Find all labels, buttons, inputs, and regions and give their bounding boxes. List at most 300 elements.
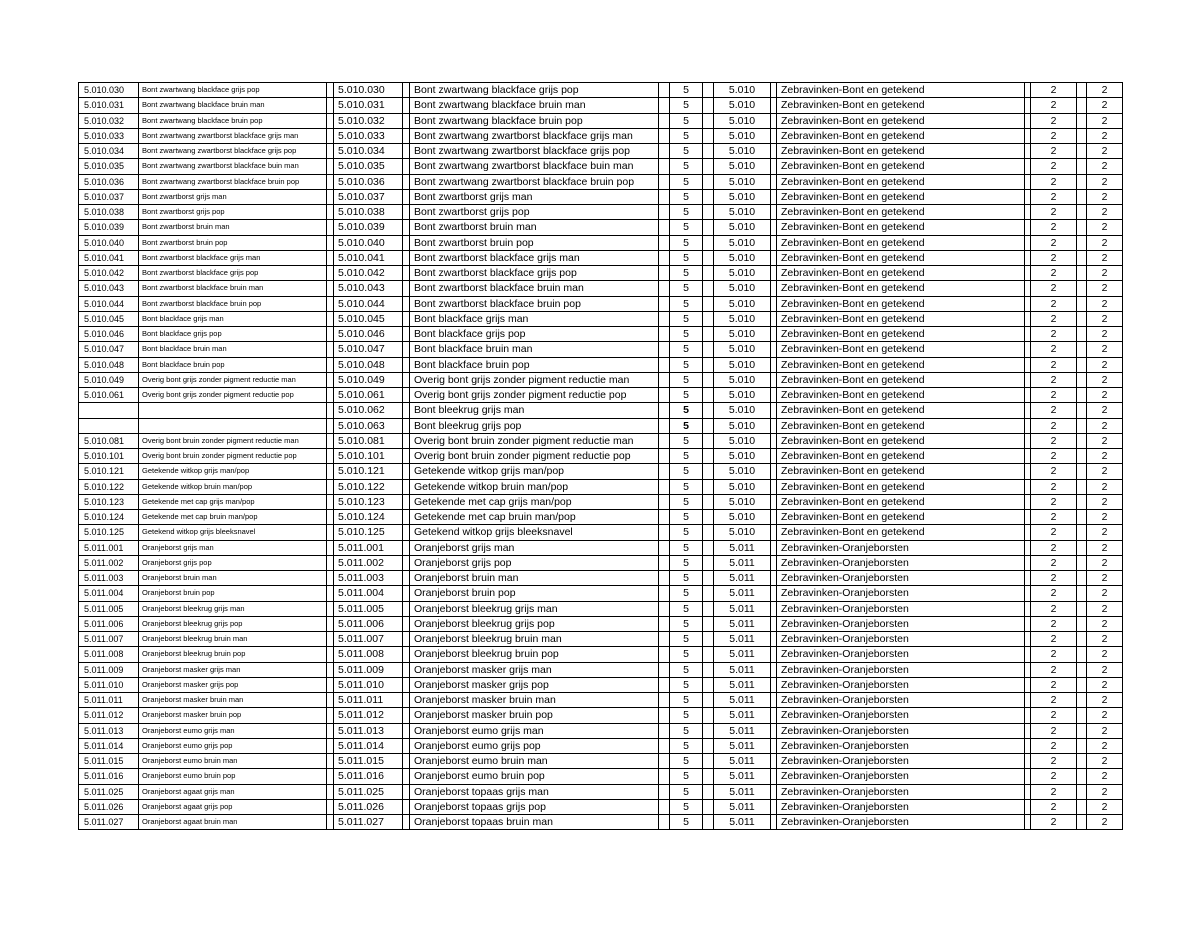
spacer-cell bbox=[327, 754, 334, 769]
spacer-cell bbox=[403, 357, 410, 372]
value-b-cell: 2 bbox=[1087, 189, 1123, 204]
class-number-cell: 5 bbox=[670, 357, 703, 372]
value-a-cell: 2 bbox=[1031, 555, 1077, 570]
spacer-cell bbox=[703, 296, 714, 311]
description-small-cell: Bont zwartwang zwartborst blackface bruin pop bbox=[139, 174, 327, 189]
code-cell: 5.010.033 bbox=[79, 128, 139, 143]
description-small-cell: Oranjeborst masker bruin man bbox=[139, 693, 327, 708]
value-a-cell: 2 bbox=[1031, 189, 1077, 204]
group-name-cell: Zebravinken-Bont en getekend bbox=[777, 98, 1025, 113]
value-a-cell: 2 bbox=[1031, 708, 1077, 723]
code-repeat-cell: 5.011.012 bbox=[334, 708, 403, 723]
spacer-cell bbox=[703, 281, 714, 296]
value-a-cell: 2 bbox=[1031, 311, 1077, 326]
group-code-cell: 5.011 bbox=[714, 677, 771, 692]
code-cell: 5.011.008 bbox=[79, 647, 139, 662]
description-small-cell: Getekende met cap grijs man/pop bbox=[139, 494, 327, 509]
spacer-cell bbox=[703, 601, 714, 616]
description-cell: Bont zwartwang blackface bruin pop bbox=[410, 113, 659, 128]
code-cell: 5.011.002 bbox=[79, 555, 139, 570]
group-name-cell: Zebravinken-Bont en getekend bbox=[777, 250, 1025, 265]
code-repeat-cell: 5.011.025 bbox=[334, 784, 403, 799]
description-cell: Oranjeborst topaas bruin man bbox=[410, 815, 659, 830]
code-cell: 5.011.025 bbox=[79, 784, 139, 799]
spacer-cell bbox=[659, 281, 670, 296]
group-name-cell: Zebravinken-Oranjeborsten bbox=[777, 677, 1025, 692]
description-small-cell: Bont zwartwang zwartborst blackface grijs pop bbox=[139, 144, 327, 159]
table-row bbox=[79, 632, 1123, 647]
table-row bbox=[79, 754, 1123, 769]
spacer-cell bbox=[659, 693, 670, 708]
spacer-cell bbox=[703, 647, 714, 662]
table-row bbox=[79, 403, 1123, 418]
spacer-cell bbox=[403, 754, 410, 769]
group-code-cell: 5.010 bbox=[714, 311, 771, 326]
group-name-cell: Zebravinken-Bont en getekend bbox=[777, 525, 1025, 540]
class-number-cell: 5 bbox=[670, 662, 703, 677]
table-row bbox=[79, 449, 1123, 464]
group-code-cell: 5.010 bbox=[714, 296, 771, 311]
value-a-cell: 2 bbox=[1031, 281, 1077, 296]
code-repeat-cell: 5.010.031 bbox=[334, 98, 403, 113]
code-cell: 5.010.038 bbox=[79, 205, 139, 220]
spacer-cell bbox=[327, 113, 334, 128]
group-name-cell: Zebravinken-Bont en getekend bbox=[777, 189, 1025, 204]
spacer-cell bbox=[703, 494, 714, 509]
code-cell: 5.010.039 bbox=[79, 220, 139, 235]
table-row bbox=[79, 205, 1123, 220]
value-b-cell: 2 bbox=[1087, 159, 1123, 174]
spacer-cell bbox=[403, 266, 410, 281]
spacer-cell bbox=[703, 174, 714, 189]
spacer-cell bbox=[1077, 205, 1087, 220]
group-name-cell: Zebravinken-Bont en getekend bbox=[777, 83, 1025, 98]
spacer-cell bbox=[703, 784, 714, 799]
code-cell: 5.010.046 bbox=[79, 327, 139, 342]
value-a-cell: 2 bbox=[1031, 174, 1077, 189]
spacer-cell bbox=[659, 677, 670, 692]
description-small-cell: Bont blackface bruin man bbox=[139, 342, 327, 357]
class-number-cell: 5 bbox=[670, 540, 703, 555]
group-name-cell: Zebravinken-Bont en getekend bbox=[777, 266, 1025, 281]
spacer-cell bbox=[327, 510, 334, 525]
spacer-cell bbox=[403, 616, 410, 631]
spacer-cell bbox=[327, 250, 334, 265]
spacer-cell bbox=[1077, 174, 1087, 189]
code-repeat-cell: 5.010.033 bbox=[334, 128, 403, 143]
spacer-cell bbox=[327, 555, 334, 570]
spacer-cell bbox=[659, 510, 670, 525]
spacer-cell bbox=[703, 677, 714, 692]
spacer-cell bbox=[1077, 113, 1087, 128]
spacer-cell bbox=[1077, 555, 1087, 570]
group-code-cell: 5.011 bbox=[714, 723, 771, 738]
class-number-cell: 5 bbox=[670, 144, 703, 159]
code-repeat-cell: 5.011.007 bbox=[334, 632, 403, 647]
description-cell: Oranjeborst eumo grijs pop bbox=[410, 738, 659, 753]
code-repeat-cell: 5.010.047 bbox=[334, 342, 403, 357]
spacer-cell bbox=[659, 418, 670, 433]
value-a-cell: 2 bbox=[1031, 327, 1077, 342]
group-code-cell: 5.010 bbox=[714, 418, 771, 433]
group-name-cell: Zebravinken-Bont en getekend bbox=[777, 342, 1025, 357]
code-repeat-cell: 5.011.015 bbox=[334, 754, 403, 769]
value-b-cell: 2 bbox=[1087, 388, 1123, 403]
table-row bbox=[79, 189, 1123, 204]
class-number-cell: 5 bbox=[670, 372, 703, 387]
code-repeat-cell: 5.011.008 bbox=[334, 647, 403, 662]
spacer-cell bbox=[327, 449, 334, 464]
value-b-cell: 2 bbox=[1087, 769, 1123, 784]
spacer-cell bbox=[703, 418, 714, 433]
table-row bbox=[79, 540, 1123, 555]
table-row bbox=[79, 708, 1123, 723]
group-code-cell: 5.010 bbox=[714, 250, 771, 265]
value-a-cell: 2 bbox=[1031, 342, 1077, 357]
value-a-cell: 2 bbox=[1031, 799, 1077, 814]
class-number-cell: 5 bbox=[670, 494, 703, 509]
spacer-cell bbox=[1077, 708, 1087, 723]
spacer-cell bbox=[1077, 738, 1087, 753]
spacer-cell bbox=[659, 586, 670, 601]
description-cell: Getekende witkop bruin man/pop bbox=[410, 479, 659, 494]
description-small-cell: Oranjeborst bruin pop bbox=[139, 586, 327, 601]
spacer-cell bbox=[659, 647, 670, 662]
spacer-cell bbox=[703, 815, 714, 830]
code-cell: 5.010.061 bbox=[79, 388, 139, 403]
table-row bbox=[79, 571, 1123, 586]
spacer-cell bbox=[703, 189, 714, 204]
description-cell: Bont zwartborst bruin pop bbox=[410, 235, 659, 250]
code-cell: 5.011.014 bbox=[79, 738, 139, 753]
spacer-cell bbox=[1077, 189, 1087, 204]
value-b-cell: 2 bbox=[1087, 494, 1123, 509]
table-row bbox=[79, 250, 1123, 265]
code-repeat-cell: 5.010.037 bbox=[334, 189, 403, 204]
value-b-cell: 2 bbox=[1087, 235, 1123, 250]
description-cell: Oranjeborst masker grijs pop bbox=[410, 677, 659, 692]
class-number-cell: 5 bbox=[670, 510, 703, 525]
description-small-cell: Oranjeborst bleekrug bruin man bbox=[139, 632, 327, 647]
code-repeat-cell: 5.011.013 bbox=[334, 723, 403, 738]
code-repeat-cell: 5.011.010 bbox=[334, 677, 403, 692]
table-row bbox=[79, 616, 1123, 631]
group-name-cell: Zebravinken-Bont en getekend bbox=[777, 311, 1025, 326]
code-cell: 5.011.009 bbox=[79, 662, 139, 677]
spacer-cell bbox=[1077, 327, 1087, 342]
group-code-cell: 5.011 bbox=[714, 738, 771, 753]
code-cell: 5.011.027 bbox=[79, 815, 139, 830]
spacer-cell bbox=[403, 677, 410, 692]
description-cell: Bont zwartborst grijs pop bbox=[410, 205, 659, 220]
description-cell: Overig bont bruin zonder pigment reductie man bbox=[410, 433, 659, 448]
description-cell: Bont zwartwang blackface bruin man bbox=[410, 98, 659, 113]
spacer-cell bbox=[659, 525, 670, 540]
code-cell: 5.010.037 bbox=[79, 189, 139, 204]
table-row bbox=[79, 235, 1123, 250]
spacer-cell bbox=[403, 433, 410, 448]
class-number-cell: 5 bbox=[670, 311, 703, 326]
value-a-cell: 2 bbox=[1031, 403, 1077, 418]
value-b-cell: 2 bbox=[1087, 296, 1123, 311]
group-name-cell: Zebravinken-Oranjeborsten bbox=[777, 540, 1025, 555]
class-number-cell: 5 bbox=[670, 235, 703, 250]
table-row bbox=[79, 281, 1123, 296]
class-number-cell: 5 bbox=[670, 98, 703, 113]
value-b-cell: 2 bbox=[1087, 555, 1123, 570]
spacer-cell bbox=[659, 159, 670, 174]
spacer-cell bbox=[1077, 601, 1087, 616]
class-number-cell: 5 bbox=[670, 586, 703, 601]
description-cell: Overig bont grijs zonder pigment reductie pop bbox=[410, 388, 659, 403]
spacer-cell bbox=[1077, 98, 1087, 113]
group-name-cell: Zebravinken-Oranjeborsten bbox=[777, 555, 1025, 570]
spacer-cell bbox=[703, 327, 714, 342]
code-repeat-cell: 5.010.123 bbox=[334, 494, 403, 509]
value-b-cell: 2 bbox=[1087, 510, 1123, 525]
spacer-cell bbox=[703, 311, 714, 326]
value-a-cell: 2 bbox=[1031, 754, 1077, 769]
code-repeat-cell: 5.011.016 bbox=[334, 769, 403, 784]
spacer-cell bbox=[1077, 449, 1087, 464]
description-small-cell: Overig bont grijs zonder pigment reductie pop bbox=[139, 388, 327, 403]
description-small-cell: Overig bont bruin zonder pigment reductie man bbox=[139, 433, 327, 448]
spacer-cell bbox=[659, 174, 670, 189]
group-name-cell: Zebravinken-Bont en getekend bbox=[777, 388, 1025, 403]
table-row bbox=[79, 769, 1123, 784]
class-number-cell: 5 bbox=[670, 723, 703, 738]
value-a-cell: 2 bbox=[1031, 250, 1077, 265]
code-repeat-cell: 5.010.121 bbox=[334, 464, 403, 479]
spacer-cell bbox=[703, 693, 714, 708]
spacer-cell bbox=[327, 616, 334, 631]
description-small-cell: Bont zwartwang blackface bruin pop bbox=[139, 113, 327, 128]
class-number-cell: 5 bbox=[670, 555, 703, 570]
spacer-cell bbox=[403, 647, 410, 662]
value-a-cell: 2 bbox=[1031, 662, 1077, 677]
code-cell: 5.011.015 bbox=[79, 754, 139, 769]
code-repeat-cell: 5.011.005 bbox=[334, 601, 403, 616]
code-cell: 5.010.041 bbox=[79, 250, 139, 265]
spacer-cell bbox=[703, 799, 714, 814]
group-name-cell: Zebravinken-Oranjeborsten bbox=[777, 769, 1025, 784]
spacer-cell bbox=[703, 738, 714, 753]
spacer-cell bbox=[1077, 494, 1087, 509]
description-cell: Oranjeborst masker bruin pop bbox=[410, 708, 659, 723]
group-name-cell: Zebravinken-Bont en getekend bbox=[777, 357, 1025, 372]
value-b-cell: 2 bbox=[1087, 174, 1123, 189]
description-small-cell: Getekende met cap bruin man/pop bbox=[139, 510, 327, 525]
code-repeat-cell: 5.010.062 bbox=[334, 403, 403, 418]
description-small-cell: Getekend witkop grijs bleeksnavel bbox=[139, 525, 327, 540]
spacer-cell bbox=[403, 525, 410, 540]
code-cell: 5.011.010 bbox=[79, 677, 139, 692]
spacer-cell bbox=[403, 98, 410, 113]
spacer-cell bbox=[1077, 83, 1087, 98]
spacer-cell bbox=[659, 799, 670, 814]
description-cell: Getekende met cap grijs man/pop bbox=[410, 494, 659, 509]
code-repeat-cell: 5.010.081 bbox=[334, 433, 403, 448]
spacer-cell bbox=[1077, 281, 1087, 296]
spacer-cell bbox=[659, 128, 670, 143]
spacer-cell bbox=[403, 586, 410, 601]
group-name-cell: Zebravinken-Bont en getekend bbox=[777, 128, 1025, 143]
table-row bbox=[79, 388, 1123, 403]
value-b-cell: 2 bbox=[1087, 754, 1123, 769]
value-b-cell: 2 bbox=[1087, 525, 1123, 540]
spacer-cell bbox=[1077, 784, 1087, 799]
spacer-cell bbox=[327, 159, 334, 174]
spacer-cell bbox=[327, 677, 334, 692]
code-cell: 5.010.042 bbox=[79, 266, 139, 281]
value-a-cell: 2 bbox=[1031, 723, 1077, 738]
group-code-cell: 5.010 bbox=[714, 494, 771, 509]
group-name-cell: Zebravinken-Bont en getekend bbox=[777, 479, 1025, 494]
description-small-cell bbox=[139, 418, 327, 433]
code-repeat-cell: 5.011.026 bbox=[334, 799, 403, 814]
spacer-cell bbox=[1077, 403, 1087, 418]
spacer-cell bbox=[403, 296, 410, 311]
spacer-cell bbox=[703, 250, 714, 265]
spacer-cell bbox=[403, 510, 410, 525]
group-code-cell: 5.011 bbox=[714, 616, 771, 631]
value-a-cell: 2 bbox=[1031, 433, 1077, 448]
class-number-cell: 5 bbox=[670, 571, 703, 586]
table-row bbox=[79, 159, 1123, 174]
description-small-cell: Oranjeborst bleekrug bruin pop bbox=[139, 647, 327, 662]
spreadsheet-page bbox=[78, 82, 1122, 830]
spacer-cell bbox=[703, 616, 714, 631]
group-name-cell: Zebravinken-Bont en getekend bbox=[777, 281, 1025, 296]
code-cell: 5.010.045 bbox=[79, 311, 139, 326]
spacer-cell bbox=[703, 586, 714, 601]
value-b-cell: 2 bbox=[1087, 205, 1123, 220]
description-cell: Bont zwartborst bruin man bbox=[410, 220, 659, 235]
spacer-cell bbox=[403, 128, 410, 143]
spacer-cell bbox=[1077, 616, 1087, 631]
description-small-cell: Bont zwartborst grijs pop bbox=[139, 205, 327, 220]
table-row bbox=[79, 601, 1123, 616]
spacer-cell bbox=[659, 449, 670, 464]
group-code-cell: 5.010 bbox=[714, 98, 771, 113]
table-row bbox=[79, 342, 1123, 357]
group-name-cell: Zebravinken-Bont en getekend bbox=[777, 403, 1025, 418]
table-row bbox=[79, 311, 1123, 326]
group-code-cell: 5.011 bbox=[714, 601, 771, 616]
spacer-cell bbox=[659, 205, 670, 220]
value-a-cell: 2 bbox=[1031, 815, 1077, 830]
value-a-cell: 2 bbox=[1031, 464, 1077, 479]
class-number-cell: 5 bbox=[670, 418, 703, 433]
spacer-cell bbox=[327, 83, 334, 98]
value-a-cell: 2 bbox=[1031, 616, 1077, 631]
spacer-cell bbox=[659, 266, 670, 281]
description-small-cell: Bont zwartwang zwartborst blackface buin man bbox=[139, 159, 327, 174]
class-number-cell: 5 bbox=[670, 754, 703, 769]
description-cell: Bont zwartwang zwartborst blackface grijs man bbox=[410, 128, 659, 143]
class-number-cell: 5 bbox=[670, 784, 703, 799]
description-small-cell bbox=[139, 403, 327, 418]
description-cell: Getekend witkop grijs bleeksnavel bbox=[410, 525, 659, 540]
spacer-cell bbox=[403, 327, 410, 342]
group-code-cell: 5.011 bbox=[714, 586, 771, 601]
spacer-cell bbox=[659, 662, 670, 677]
class-number-cell: 5 bbox=[670, 632, 703, 647]
spacer-cell bbox=[703, 754, 714, 769]
spacer-cell bbox=[703, 205, 714, 220]
spacer-cell bbox=[703, 632, 714, 647]
spacer-cell bbox=[659, 433, 670, 448]
spacer-cell bbox=[327, 327, 334, 342]
description-cell: Bont zwartwang zwartborst blackface buin man bbox=[410, 159, 659, 174]
value-b-cell: 2 bbox=[1087, 418, 1123, 433]
spacer-cell bbox=[1077, 357, 1087, 372]
group-name-cell: Zebravinken-Oranjeborsten bbox=[777, 784, 1025, 799]
spacer-cell bbox=[1077, 754, 1087, 769]
spacer-cell bbox=[703, 159, 714, 174]
description-small-cell: Bont blackface grijs man bbox=[139, 311, 327, 326]
value-a-cell: 2 bbox=[1031, 784, 1077, 799]
description-small-cell: Oranjeborst agaat grijs man bbox=[139, 784, 327, 799]
description-small-cell: Bont zwartborst blackface grijs man bbox=[139, 250, 327, 265]
spacer-cell bbox=[327, 388, 334, 403]
table-row bbox=[79, 327, 1123, 342]
data-table bbox=[78, 82, 1123, 830]
class-number-cell: 5 bbox=[670, 464, 703, 479]
description-small-cell: Oranjeborst masker bruin pop bbox=[139, 708, 327, 723]
value-a-cell: 2 bbox=[1031, 159, 1077, 174]
spacer-cell bbox=[659, 555, 670, 570]
table-row bbox=[79, 525, 1123, 540]
value-a-cell: 2 bbox=[1031, 632, 1077, 647]
value-b-cell: 2 bbox=[1087, 449, 1123, 464]
group-name-cell: Zebravinken-Oranjeborsten bbox=[777, 586, 1025, 601]
code-repeat-cell: 5.010.040 bbox=[334, 235, 403, 250]
spacer-cell bbox=[659, 220, 670, 235]
description-cell: Bont blackface grijs man bbox=[410, 311, 659, 326]
group-name-cell: Zebravinken-Bont en getekend bbox=[777, 510, 1025, 525]
spacer-cell bbox=[659, 540, 670, 555]
spacer-cell bbox=[327, 311, 334, 326]
value-b-cell: 2 bbox=[1087, 616, 1123, 631]
code-repeat-cell: 5.011.004 bbox=[334, 586, 403, 601]
table-row bbox=[79, 662, 1123, 677]
group-code-cell: 5.010 bbox=[714, 189, 771, 204]
spacer-cell bbox=[403, 250, 410, 265]
value-b-cell: 2 bbox=[1087, 723, 1123, 738]
spacer-cell bbox=[1077, 799, 1087, 814]
spacer-cell bbox=[659, 815, 670, 830]
spacer-cell bbox=[659, 144, 670, 159]
class-number-cell: 5 bbox=[670, 220, 703, 235]
spacer-cell bbox=[1077, 479, 1087, 494]
spacer-cell bbox=[327, 738, 334, 753]
table-row bbox=[79, 494, 1123, 509]
table-row bbox=[79, 128, 1123, 143]
value-a-cell: 2 bbox=[1031, 418, 1077, 433]
code-repeat-cell: 5.010.049 bbox=[334, 372, 403, 387]
value-a-cell: 2 bbox=[1031, 296, 1077, 311]
group-code-cell: 5.010 bbox=[714, 159, 771, 174]
spacer-cell bbox=[403, 311, 410, 326]
value-a-cell: 2 bbox=[1031, 571, 1077, 586]
value-b-cell: 2 bbox=[1087, 357, 1123, 372]
spacer-cell bbox=[327, 205, 334, 220]
table-row bbox=[79, 296, 1123, 311]
value-b-cell: 2 bbox=[1087, 738, 1123, 753]
code-cell bbox=[79, 418, 139, 433]
class-number-cell: 5 bbox=[670, 205, 703, 220]
